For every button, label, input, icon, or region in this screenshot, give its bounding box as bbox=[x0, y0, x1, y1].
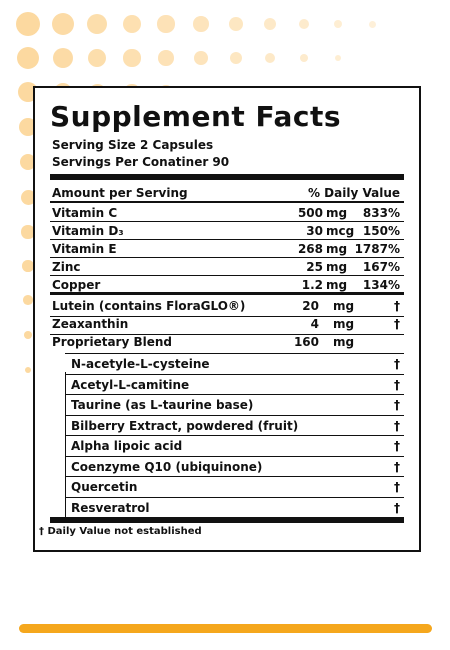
ingredient-unit: mg bbox=[333, 335, 355, 349]
blend-ingredient-daily-value: † bbox=[394, 459, 400, 474]
blend-ingredient-row bbox=[65, 395, 404, 415]
thick-rule-middle bbox=[50, 292, 404, 295]
decorative-dot bbox=[157, 15, 174, 32]
decorative-dot bbox=[335, 55, 342, 62]
nutrient-unit: mg bbox=[326, 260, 348, 274]
decorative-dot bbox=[158, 50, 173, 65]
blend-ingredient-daily-value: † bbox=[394, 480, 400, 494]
ingredient-unit: mg bbox=[333, 299, 355, 313]
blend-ingredient-row bbox=[65, 457, 404, 477]
ingredient-name: Lutein (contains FloraGLO®) bbox=[52, 299, 246, 313]
blend-ingredient-daily-value: † bbox=[394, 439, 400, 453]
nutrient-daily-value: 1787% bbox=[354, 242, 400, 256]
nutrient-row bbox=[50, 222, 404, 240]
nutrient-row bbox=[50, 204, 404, 222]
nutrient-unit: mg bbox=[326, 206, 348, 220]
nutrient-amount: 1.2 bbox=[301, 278, 323, 292]
decorative-dot bbox=[369, 21, 376, 28]
decorative-dot bbox=[265, 53, 275, 63]
decorative-dot bbox=[300, 54, 309, 63]
thick-rule-top bbox=[50, 174, 404, 180]
blend-ingredient-name: Taurine (as L-taurine base) bbox=[71, 398, 254, 412]
column-header bbox=[50, 185, 404, 201]
daily-value-header: % Daily Value bbox=[307, 186, 400, 200]
orange-bottom-bar bbox=[19, 624, 432, 633]
blend-ingredient-row bbox=[65, 354, 404, 374]
blend-ingredient-name: Bilberry Extract, powdered (fruit) bbox=[71, 418, 299, 433]
blend-ingredient-row bbox=[65, 375, 404, 395]
thick-rule-bottom bbox=[50, 517, 404, 523]
nutrient-row bbox=[50, 240, 404, 258]
decorative-dot bbox=[22, 260, 33, 271]
decorative-dot bbox=[264, 18, 276, 30]
blend-ingredient-daily-value: † bbox=[394, 418, 400, 433]
blend-ingredient-name: Acetyl-L-camitine bbox=[71, 377, 190, 392]
ingredient-row bbox=[50, 315, 404, 335]
amount-per-serving-header: Amount per Serving bbox=[52, 186, 188, 200]
decorative-dot bbox=[16, 12, 40, 36]
decorative-dot bbox=[299, 19, 309, 29]
nutrient-amount: 268 bbox=[297, 242, 323, 256]
blend-ingredient-daily-value: † bbox=[394, 357, 400, 371]
ingredient-daily-value: † bbox=[394, 299, 400, 313]
serving-size: Serving Size 2 Capsules bbox=[52, 138, 214, 152]
header-rule bbox=[50, 201, 404, 203]
blend-ingredient-daily-value: † bbox=[394, 377, 400, 392]
decorative-dot bbox=[53, 48, 74, 69]
decorative-dot bbox=[230, 52, 242, 64]
nutrient-name: Vitamin E bbox=[52, 242, 117, 256]
ingredient-amount: 160 bbox=[293, 335, 319, 349]
nutrient-unit: mg bbox=[326, 242, 348, 256]
ingredient-unit: mg bbox=[333, 317, 355, 331]
decorative-dot bbox=[123, 49, 140, 66]
blend-ingredient-row bbox=[65, 477, 404, 497]
blend-ingredient-daily-value: † bbox=[394, 500, 400, 515]
decorative-dot bbox=[193, 16, 209, 32]
blend-ingredient-name: Coenzyme Q10 (ubiquinone) bbox=[71, 459, 263, 474]
nutrient-daily-value: 833% bbox=[362, 206, 400, 220]
nutrient-amount: 30 bbox=[306, 224, 323, 238]
blend-ingredient-name: Quercetin bbox=[71, 480, 138, 494]
blend-ingredient-daily-value: † bbox=[394, 398, 400, 412]
blend-ingredient-name: Resveratrol bbox=[71, 500, 150, 515]
ingredient-daily-value: † bbox=[394, 317, 400, 331]
decorative-dot bbox=[17, 47, 39, 69]
blend-ingredient-name: Alpha lipoic acid bbox=[71, 439, 183, 453]
blend-ingredient-name: N-acetyle-L-cysteine bbox=[71, 357, 210, 371]
panel-title: Supplement Facts bbox=[50, 100, 342, 133]
ingredient-row bbox=[50, 333, 404, 353]
nutrient-name: Copper bbox=[52, 278, 101, 292]
nutrient-daily-value: 167% bbox=[362, 260, 400, 274]
ingredient-name: Zeaxanthin bbox=[52, 317, 129, 331]
blend-ingredient-row bbox=[65, 498, 404, 518]
nutrient-unit: mg bbox=[326, 278, 348, 292]
blend-ingredient-row bbox=[65, 436, 404, 456]
decorative-dot bbox=[194, 51, 208, 65]
ingredient-name: Proprietary Blend bbox=[52, 335, 172, 349]
supplement-facts-panel bbox=[33, 86, 421, 552]
blend-ingredient-row bbox=[65, 416, 404, 436]
decorative-dot bbox=[52, 13, 74, 35]
nutrient-row bbox=[50, 258, 404, 276]
nutrient-name: Vitamin D₃ bbox=[52, 224, 124, 238]
nutrient-amount: 500 bbox=[297, 206, 323, 220]
decorative-dot bbox=[87, 14, 108, 35]
nutrient-name: Vitamin C bbox=[52, 206, 118, 220]
footnote: † Daily Value not established bbox=[39, 526, 202, 537]
decorative-dot bbox=[229, 17, 243, 31]
nutrient-name: Zinc bbox=[52, 260, 81, 274]
nutrient-daily-value: 134% bbox=[362, 278, 400, 292]
nutrient-daily-value: 150% bbox=[362, 224, 400, 238]
decorative-dot bbox=[334, 20, 343, 29]
nutrient-unit: mcg bbox=[326, 224, 355, 238]
servings-per-container: Servings Per Conatiner 90 bbox=[52, 155, 230, 169]
decorative-dot bbox=[25, 367, 31, 373]
nutrient-amount: 25 bbox=[306, 260, 323, 274]
ingredient-amount: 4 bbox=[310, 317, 319, 331]
ingredient-amount: 20 bbox=[302, 299, 319, 313]
decorative-dot bbox=[24, 331, 32, 339]
decorative-dot bbox=[23, 295, 33, 305]
ingredient-row bbox=[50, 297, 404, 317]
decorative-dot bbox=[88, 49, 107, 68]
decorative-dot bbox=[123, 15, 142, 34]
